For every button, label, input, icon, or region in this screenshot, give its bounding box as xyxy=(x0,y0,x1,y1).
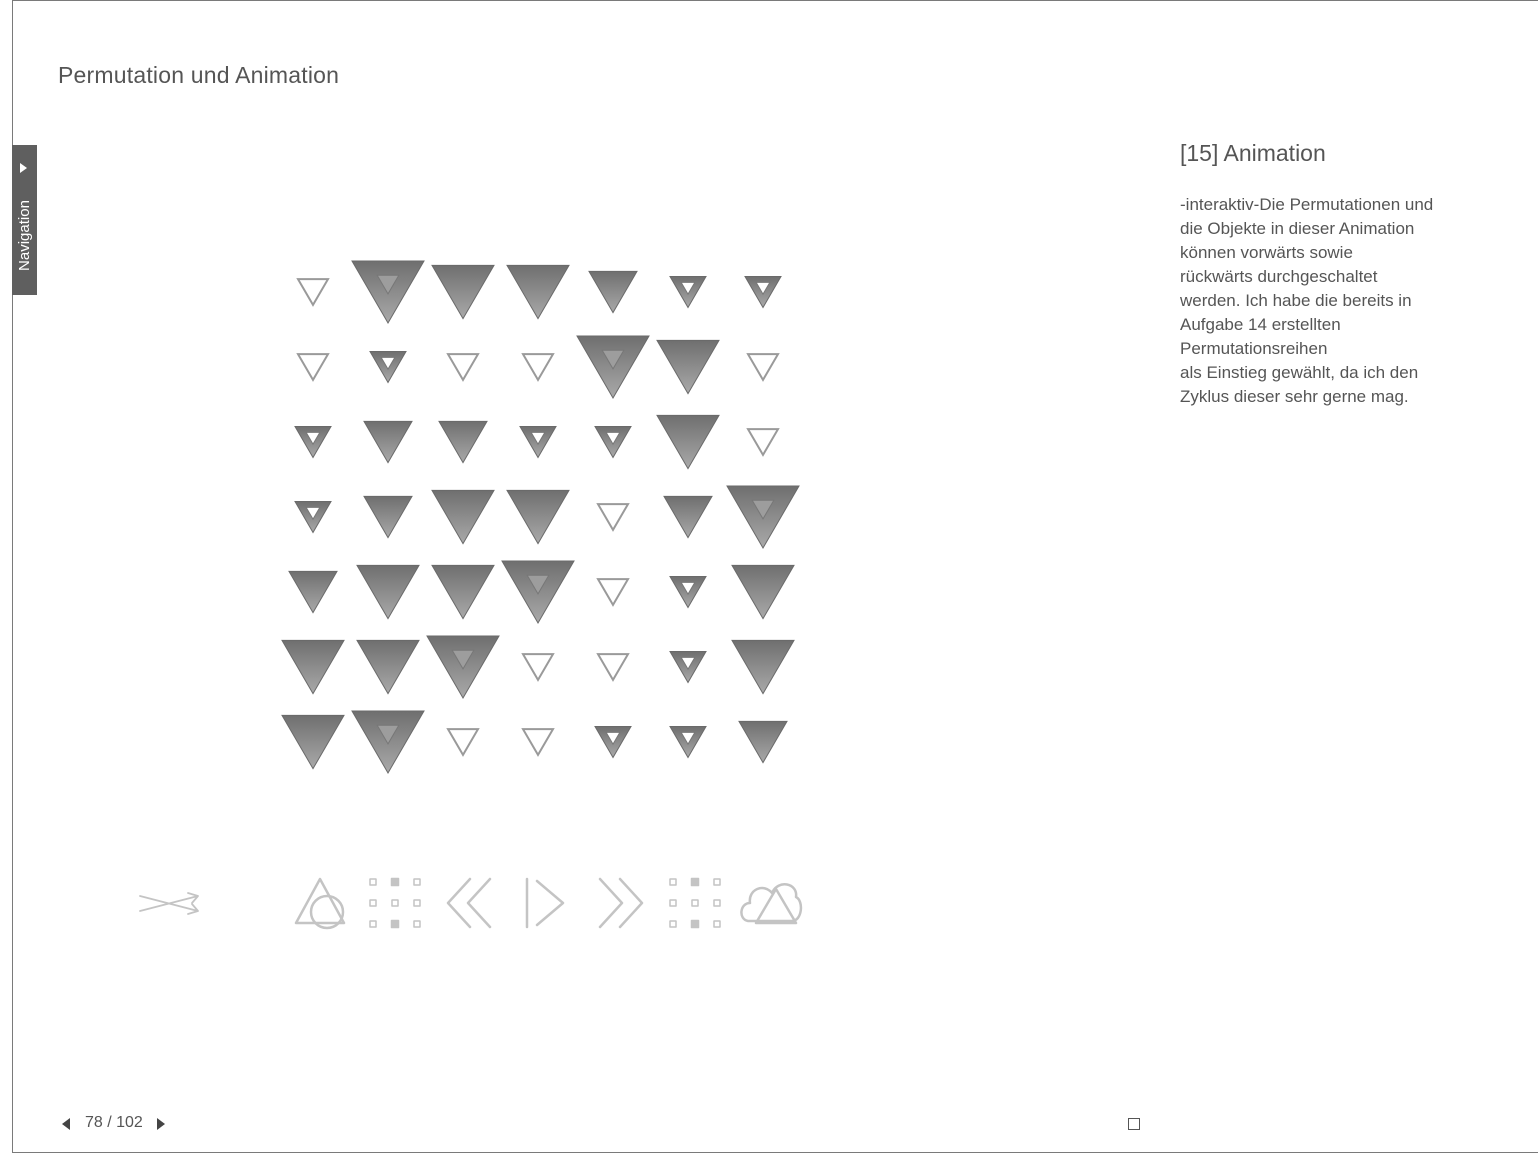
animation-controls xyxy=(130,870,810,940)
sidebar-description-line: werden. Ich habe die bereits in xyxy=(1180,291,1412,310)
triangle-icon xyxy=(364,421,412,462)
triangle-icon xyxy=(282,715,344,768)
triangle-icon xyxy=(523,729,553,755)
triangle-icon xyxy=(732,640,794,693)
shuffle-icon[interactable] xyxy=(140,893,198,914)
dot-grid-icon[interactable] xyxy=(370,879,420,928)
triangle-icon xyxy=(282,640,344,693)
triangle-icon xyxy=(432,565,494,618)
triangle-icon xyxy=(507,490,569,543)
previous-page-icon[interactable] xyxy=(62,1118,70,1130)
triangle-icon xyxy=(598,504,628,530)
sidebar-description-line: können vorwärts sowie xyxy=(1180,243,1353,262)
dot-grid-icon[interactable] xyxy=(670,879,720,928)
triangle-icon xyxy=(664,496,712,537)
triangle-icon xyxy=(589,271,637,312)
triangle-icon xyxy=(439,421,487,462)
triangle-icon xyxy=(364,496,412,537)
triangle-icon xyxy=(298,354,328,380)
triangle-icon xyxy=(432,490,494,543)
triangle-icon xyxy=(657,340,719,393)
triangle-icon xyxy=(657,415,719,468)
fast-forward-icon[interactable] xyxy=(600,879,642,927)
triangle-icon xyxy=(448,729,478,755)
triangle-icon xyxy=(298,279,328,305)
sidebar-description-line: rückwärts durchgeschaltet xyxy=(1180,267,1378,286)
triangle-icon xyxy=(507,265,569,318)
fast-rewind-icon[interactable] xyxy=(448,879,490,927)
triangle-icon xyxy=(357,565,419,618)
sidebar-description-line: Permutationsreihen xyxy=(1180,339,1328,358)
sidebar-description-line: die Objekte in dieser Animation xyxy=(1180,219,1415,238)
next-page-icon[interactable] xyxy=(157,1118,165,1130)
triangle-icon xyxy=(732,565,794,618)
triangle-icon xyxy=(289,571,337,612)
triangle-icon xyxy=(739,721,787,762)
sidebar-heading: [15] Animation xyxy=(1180,140,1326,166)
sidebar-description-line: als Einstieg gewählt, da ich den xyxy=(1180,363,1419,382)
sidebar-description-line: Zyklus dieser sehr gerne mag. xyxy=(1180,387,1409,406)
triangle-icon xyxy=(748,429,778,455)
sidebar-description-line: -interaktiv-Die Permutationen und xyxy=(1180,195,1434,214)
navigation-tab-label: Navigation xyxy=(16,200,33,271)
shapes-circle-triangle-icon[interactable] xyxy=(296,879,344,928)
play-icon[interactable] xyxy=(527,879,563,927)
navigation-tab[interactable] xyxy=(12,145,37,295)
triangle-icon xyxy=(523,654,553,680)
triangle-icon xyxy=(598,654,628,680)
triangle-icon xyxy=(598,579,628,605)
fullscreen-icon[interactable] xyxy=(1128,1118,1140,1130)
sidebar-description xyxy=(1180,193,1470,409)
expand-arrow-icon xyxy=(20,163,27,173)
triangle-icon xyxy=(523,354,553,380)
sidebar-description-line: Aufgabe 14 erstellten xyxy=(1180,315,1341,334)
triangle-icon xyxy=(432,265,494,318)
page-number: 78 / 102 xyxy=(85,1114,143,1131)
triangle-icon xyxy=(748,354,778,380)
page-title: Permutation und Animation xyxy=(58,62,340,88)
permutation-grid xyxy=(276,250,816,790)
triangle-icon xyxy=(357,640,419,693)
shapes-cloud-triangle-icon[interactable] xyxy=(741,884,801,923)
triangle-icon xyxy=(448,354,478,380)
